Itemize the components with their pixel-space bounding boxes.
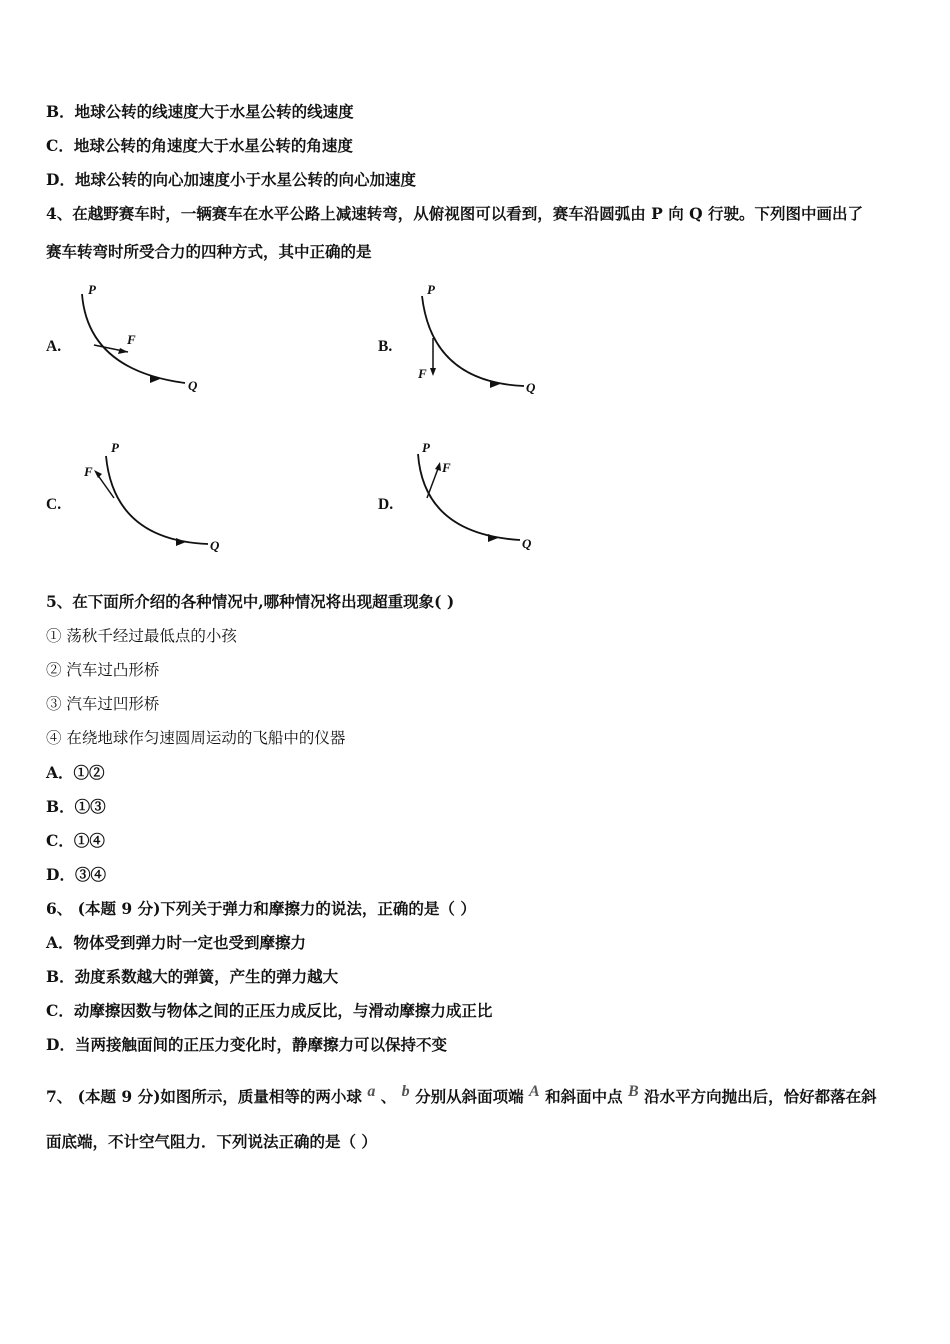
figure-c-p-label: P [111,440,119,455]
q5-item-1: ① 荡秋千经过最低点的小孩 [46,627,237,645]
q7-symbol-A: A [529,1083,540,1100]
q7-symbol-a: a [367,1083,376,1100]
q3-option-c: C．地球公转的角速度大于水星公转的角速度 [46,136,353,155]
figure-c-force-line [97,474,114,498]
q7-text-part3: 和斜面中点 [545,1087,623,1106]
figure-a-q-label: Q [188,378,198,393]
q5-option-a: A．①② [46,763,105,782]
figure-d-label: D. [378,496,394,513]
q4-stem-line1: 4、在越野赛车时，一辆赛车在水平公路上减速转弯，从俯视图可以看到，赛车沿圆弧由 P 向 Q 行驶。下列图中画出了 [46,204,864,223]
q5-stem: 5、在下面所介绍的各种情况中,哪种情况将出现超重现象( ) [46,592,455,611]
figure-d-diagram [412,438,562,558]
figure-b-label: B. [378,338,393,355]
figure-d-curve [418,454,520,540]
q6-option-a: A．物体受到弹力时一定也受到摩擦力 [46,933,307,952]
figure-a-label: A. [46,338,62,355]
q4-stem-line2: 赛车转弯时所受合力的四种方式，其中正确的是 [46,242,372,261]
figure-d-velocity-arrow [488,534,498,542]
figure-a-f-label: F [127,332,136,347]
q7-symbol-B: B [628,1083,639,1100]
q5-option-b: B．①③ [46,797,106,816]
figure-d-force-arrowhead [435,462,441,471]
q5-option-c: C．①④ [46,831,105,850]
q6-option-d: D．当两接触面间的正压力变化时，静摩擦力可以保持不变 [46,1035,447,1054]
figure-b-q-label: Q [526,380,536,395]
figure-a-diagram [70,280,220,400]
figure-c-velocity-arrow [176,538,186,546]
q7-text-part4: 沿水平方向抛出后，恰好都落在斜 [644,1087,877,1106]
q3-option-d: D．地球公转的向心加速度小于水星公转的向心加速度 [46,170,416,189]
figure-b-velocity-arrow [490,380,500,388]
figure-c-q-label: Q [210,538,220,553]
figure-d-force-line [427,466,439,498]
figure-d-p-label: P [422,440,430,455]
figure-b-diagram [412,280,562,400]
q6-option-b: B．劲度系数越大的弹簧，产生的弹力越大 [46,967,339,986]
figure-b-f-label: F [418,366,427,381]
q3-option-b: B．地球公转的线速度大于水星公转的线速度 [46,102,354,121]
q5-item-4: ④ 在绕地球作匀速圆周运动的飞船中的仪器 [46,729,346,747]
figure-b-curve [422,296,524,386]
figure-c-force-arrowhead [94,470,102,478]
q6-stem: 6、 (本题 9 分)下列关于弹力和摩擦力的说法，正确的是（ ） [46,899,476,918]
q7-text-part2: 分别从斜面项端 [415,1087,524,1106]
q5-item-3: ③ 汽车过凹形桥 [46,695,160,713]
q7-symbol-b: b [401,1083,410,1100]
figure-c-f-label: F [84,464,93,479]
q5-option-d: D．③④ [46,865,106,884]
figure-b-p-label: P [427,282,435,297]
figure-c-label: C. [46,496,62,513]
q5-item-2: ② 汽车过凸形桥 [46,661,160,679]
q7-text-part1: 7、 (本题 9 分)如图所示，质量相等的两小球 [46,1087,362,1106]
figure-b-force-arrowhead [430,368,436,376]
figure-d-q-label: Q [522,536,532,551]
q7-stem-line2: 面底端，不计空气阻力．下列说法正确的是（ ） [46,1132,377,1151]
q6-option-c: C．动摩擦因数与物体之间的正压力成反比，与滑动摩擦力成正比 [46,1001,493,1020]
figure-a-p-label: P [88,282,96,297]
q7-separator: 、 [380,1087,397,1106]
figure-c-curve [106,456,208,544]
q7-stem-line1 [46,1082,877,1107]
figure-d-f-label: F [442,460,451,475]
figure-c-diagram [80,438,230,558]
